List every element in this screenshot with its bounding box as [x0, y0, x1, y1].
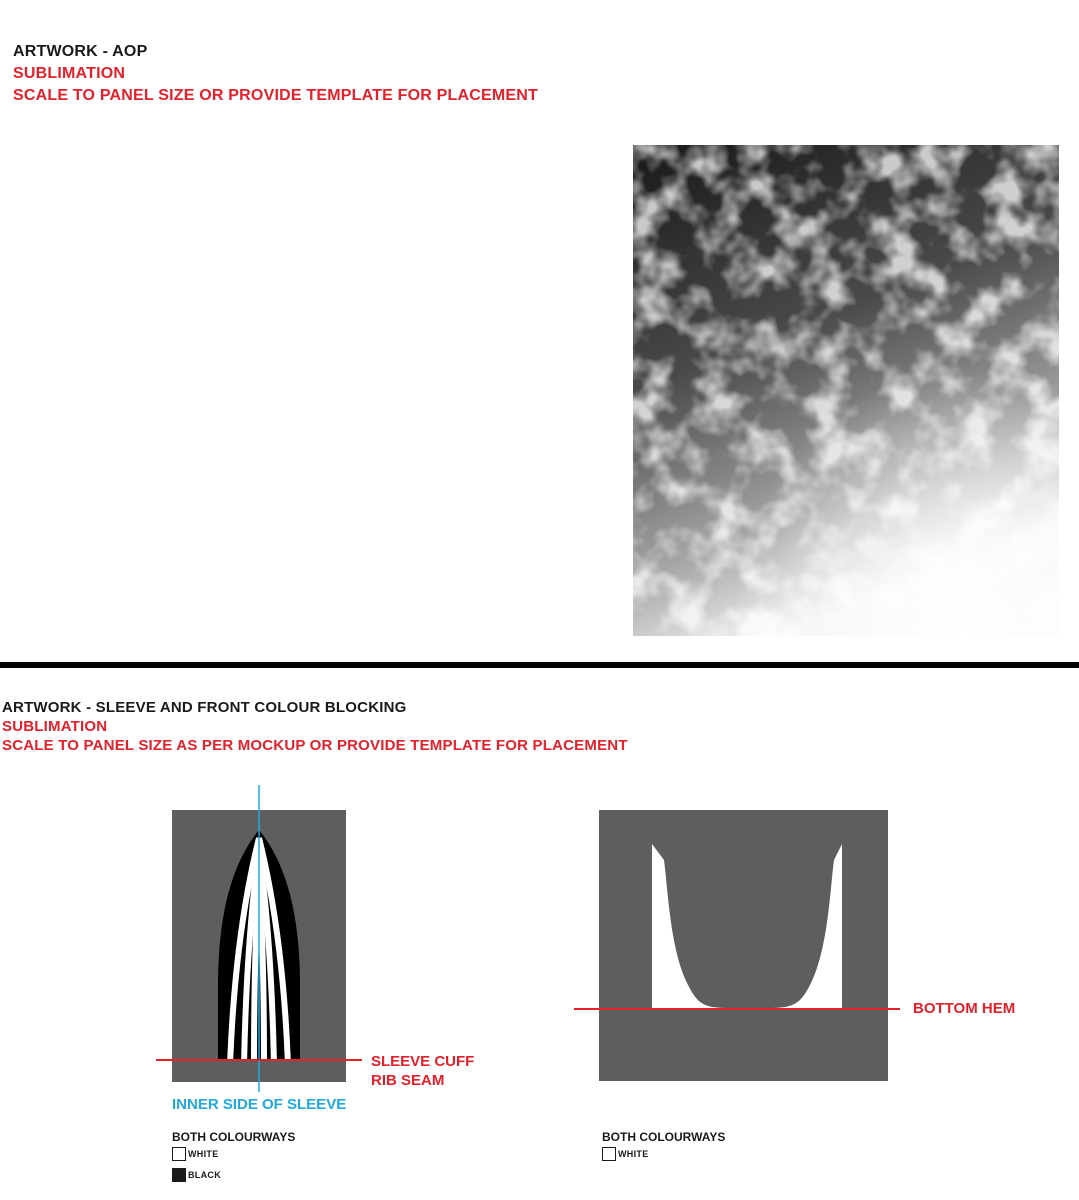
- colourway-white: [172, 1146, 295, 1162]
- front-panel: [599, 810, 888, 1081]
- colourway-black: [172, 1167, 295, 1183]
- aop-artwork-pattern: [633, 145, 1059, 636]
- front-colourways-title: BOTH COLOURWAYS: [602, 1130, 726, 1144]
- aop-method: SUBLIMATION: [13, 65, 126, 82]
- aop-instruction: SCALE TO PANEL SIZE OR PROVIDE TEMPLATE FOR PLACEMENT: [13, 87, 539, 104]
- colourway-white: [602, 1146, 725, 1162]
- bottom-hem-label: BOTTOM HEM: [913, 1000, 1016, 1017]
- sleeve-colourways: [172, 1130, 295, 1183]
- colourway-label: WHITE: [618, 1149, 649, 1159]
- blocking-method: SUBLIMATION: [2, 718, 108, 735]
- sleeve-cuff-label: [371, 1052, 474, 1090]
- front-panel-diagram: [570, 800, 900, 1090]
- white-swatch: [602, 1147, 616, 1161]
- black-swatch: [172, 1168, 186, 1182]
- colourway-label: BLACK: [188, 1170, 221, 1180]
- blocking-title: ARTWORK - SLEEVE AND FRONT COLOUR BLOCKING: [2, 699, 407, 716]
- aop-header: [13, 41, 538, 107]
- aop-title: ARTWORK - AOP: [13, 43, 148, 60]
- sleeve-colourways-title: BOTH COLOURWAYS: [172, 1130, 296, 1144]
- front-colourways: [602, 1130, 725, 1162]
- white-swatch: [172, 1147, 186, 1161]
- section-divider: [0, 662, 1079, 668]
- sleeve-cuff-label-line1: SLEEVE CUFF: [371, 1053, 475, 1070]
- sleeve-cuff-label-line2: RIB SEAM: [371, 1072, 445, 1089]
- sleeve-panel-diagram: [150, 780, 370, 1095]
- blocking-header: [2, 698, 628, 755]
- colourway-label: WHITE: [188, 1149, 219, 1159]
- blocking-instruction: SCALE TO PANEL SIZE AS PER MOCKUP OR PROVIDE TEMPLATE FOR PLACEMENT: [2, 737, 628, 754]
- inner-side-label: INNER SIDE OF SLEEVE: [172, 1096, 347, 1113]
